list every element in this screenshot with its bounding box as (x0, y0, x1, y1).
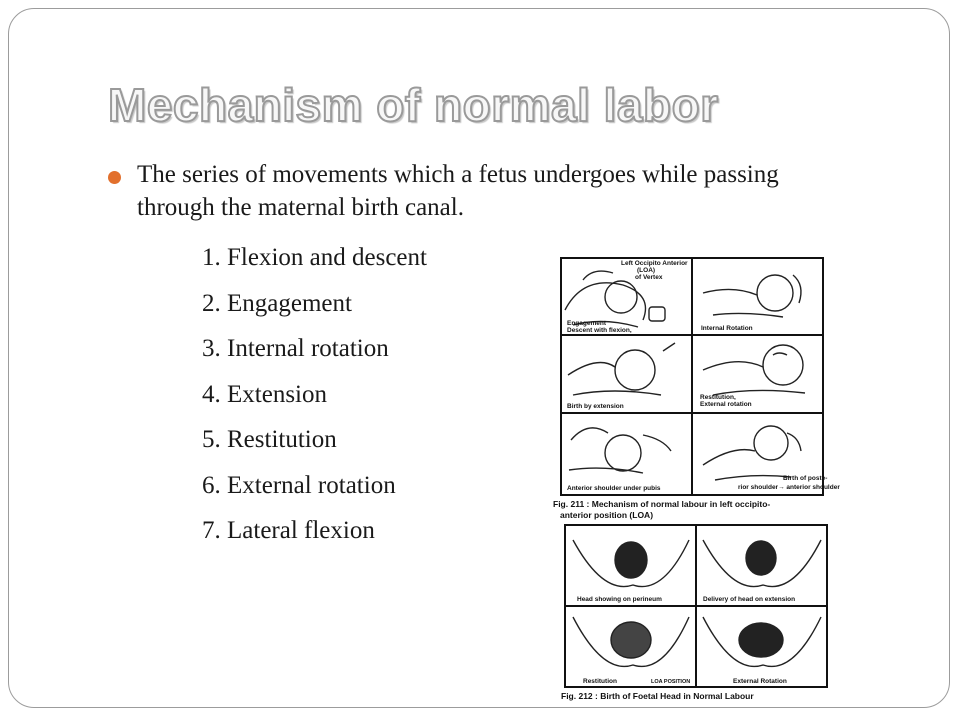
step-item: 5. Restitution (202, 426, 337, 453)
p4-caption: Restitution, (700, 394, 736, 401)
q4-caption: External Rotation (733, 678, 787, 685)
slide-title: Mechanism of normal labor (108, 79, 719, 131)
q3-caption-mid: LOA POSITION (651, 679, 691, 685)
q3-caption: Restitution (583, 678, 617, 685)
q2-caption: Delivery of head on extension (703, 596, 796, 603)
p1-label-top2: (LOA) (637, 267, 656, 274)
p5-caption: Anterior shoulder under pubis (567, 485, 661, 492)
p1-caption2: Descent with flexion, (567, 327, 632, 334)
fig212-grid (565, 525, 827, 687)
fig212-caption: Fig. 212 : Birth of Foetal Head in Normal Labour (561, 691, 754, 701)
p3-caption: Birth by extension (567, 403, 624, 410)
p2-caption: Internal Rotation (701, 325, 753, 332)
labor-mechanism-figure (543, 255, 843, 705)
q1-caption: Head showing on perineum (577, 596, 662, 603)
p6-caption: Birth of poste- (783, 475, 828, 482)
fig211-sketches (565, 271, 805, 480)
lead-text: The series of movements which a fetus undergoes while passing through the maternal birth canal. (137, 161, 779, 221)
p1-caption: Engagement (567, 320, 607, 327)
step-item: 6. External rotation (202, 471, 396, 499)
fig211-grid (561, 258, 823, 495)
p4-caption2: External rotation (700, 401, 752, 408)
figure-svg (543, 255, 843, 705)
step-item: 2. Engagement (202, 289, 352, 317)
p6-caption2: rior shoulder→ anterior shoulder (738, 484, 840, 491)
fig211-caption2: anterior position (LOA) (560, 510, 654, 520)
bullet-dot (108, 171, 121, 184)
fig211-caption: Fig. 211 : Mechanism of normal labour in left occipito- (553, 499, 771, 509)
steps-list (202, 240, 427, 559)
p1-label-top3: of Vertex (635, 274, 663, 281)
step-item: 7. Lateral flexion (202, 517, 375, 544)
step-item: 4. Extension (202, 380, 327, 408)
p1-label-top: Left Occipito Anterior (621, 260, 688, 267)
step-item: 3. Internal rotation (202, 335, 389, 362)
step-item: 1. Flexion and descent (202, 244, 427, 271)
